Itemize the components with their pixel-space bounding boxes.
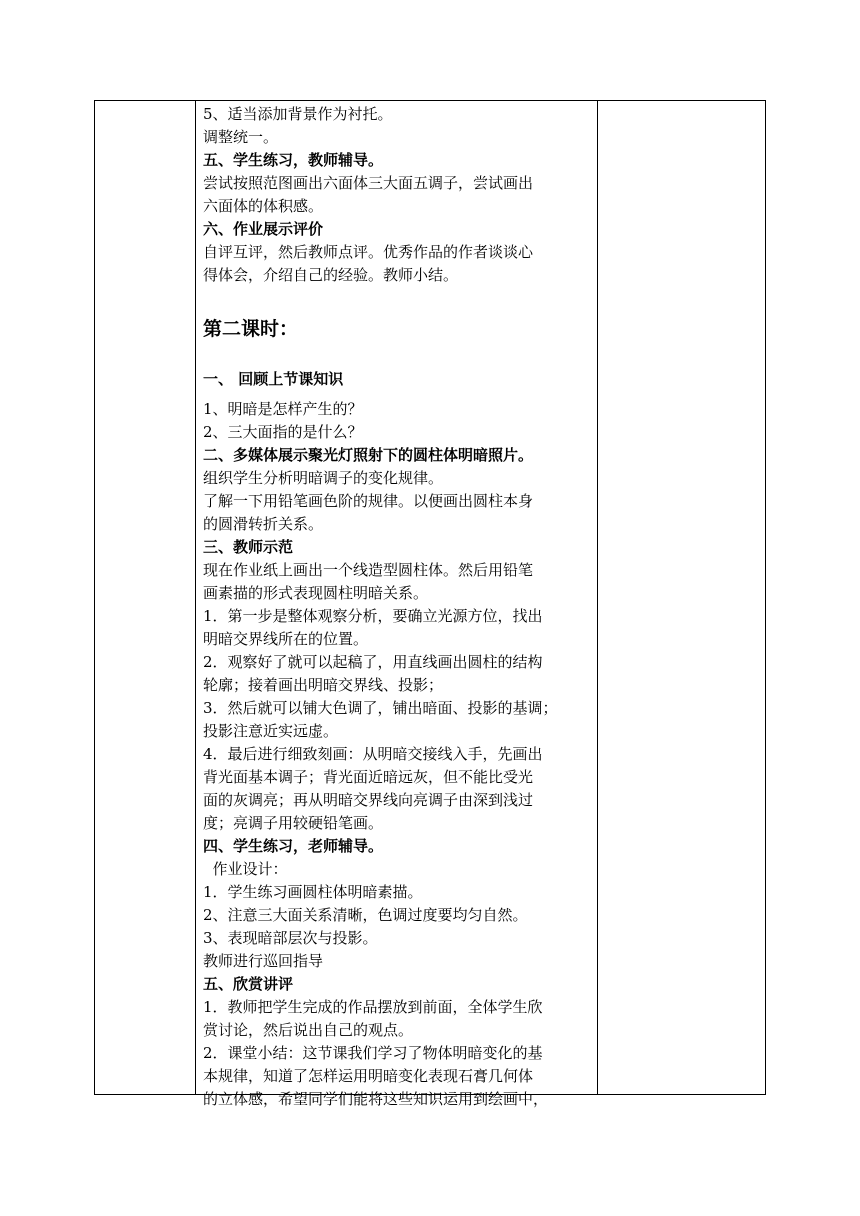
text-line: 1．学生练习画圆柱体明暗素描。	[203, 883, 423, 901]
text-line: 投影注意近实远虚。	[203, 722, 339, 740]
section-heading: 三、教师示范	[203, 538, 294, 556]
text-line: 本规律，知道了怎样运用明暗变化表现石膏几何体	[203, 1067, 534, 1085]
text-line: 尝试按照范图画出六面体三大面五调子，尝试画出	[203, 174, 534, 192]
text-line: 赏讨论，然后说出自己的观点。	[203, 1021, 414, 1039]
lesson-title: 第二课时：	[203, 318, 299, 340]
text-line: 1．教师把学生完成的作品摆放到前面，全体学生欣	[203, 998, 543, 1016]
column-divider-left	[195, 101, 196, 1094]
text-line: 画素描的形式表现圆柱明暗关系。	[203, 584, 429, 602]
text-line: 的立体感，希望同学们能将这些知识运用到绘画中，	[203, 1090, 549, 1108]
text-line: 面的灰调亮；再从明暗交界线向亮调子由深到浅过	[203, 791, 534, 809]
text-line: 3、表现暗部层次与投影。	[203, 929, 378, 947]
text-line: 轮廓；接着画出明暗交界线、投影；	[203, 676, 444, 694]
text-line: 2、三大面指的是什么？	[203, 423, 363, 441]
text-line: 教师进行巡回指导	[203, 952, 324, 970]
text-line: 现在作业纸上画出一个线造型圆柱体。然后用铅笔	[203, 561, 534, 579]
text-line: 度；亮调子用较硬铅笔画。	[203, 814, 384, 832]
section-heading: 五、学生练习，教师辅导。	[203, 151, 384, 169]
text-line: 2、注意三大面关系清晰，色调过度要均匀自然。	[203, 906, 528, 924]
text-line: 组织学生分析明暗调子的变化规律。	[203, 469, 444, 487]
text-line: 六面体的体积感。	[203, 197, 324, 215]
column-divider-right	[597, 101, 598, 1094]
content-column	[197, 101, 597, 1108]
text-line: 的圆滑转折关系。	[203, 515, 324, 533]
text-line: 作业设计：	[203, 860, 288, 878]
text-line: 1．第一步是整体观察分析，要确立光源方位，找出	[203, 607, 543, 625]
section-heading: 五、欣赏讲评	[203, 975, 294, 993]
section-heading: 四、学生练习，老师辅导。	[203, 837, 384, 855]
text-line: 3．然后就可以铺大色调了，铺出暗面、投影的基调；	[203, 699, 558, 717]
text-line: 5、适当添加背景作为衬托。	[203, 105, 393, 123]
text-line: 明暗交界线所在的位置。	[203, 630, 369, 648]
section-heading: 二、多媒体展示聚光灯照射下的圆柱体明暗照片。	[203, 446, 534, 464]
text-line: 调整统一。	[203, 128, 279, 146]
text-line: 背光面基本调子；背光面近暗远灰，但不能比受光	[203, 768, 534, 786]
section-heading: 一、 回顾上节课知识	[203, 370, 344, 388]
section-heading: 六、作业展示评价	[203, 220, 324, 238]
text-line: 1、明暗是怎样产生的？	[203, 400, 363, 418]
text-line: 了解一下用铅笔画色阶的规律。以便画出圆柱本身	[203, 492, 534, 510]
lesson-plan-table	[94, 100, 766, 1108]
text-line: 2．课堂小结：这节课我们学习了物体明暗变化的基	[203, 1044, 543, 1062]
text-line: 2．观察好了就可以起稿了，用直线画出圆柱的结构	[203, 653, 543, 671]
text-line: 自评互评，然后教师点评。优秀作品的作者谈谈心	[203, 243, 534, 261]
text-line: 4．最后进行细致刻画：从明暗交接线入手，先画出	[203, 745, 543, 763]
text-line: 得体会，介绍自己的经验。教师小结。	[203, 266, 459, 284]
